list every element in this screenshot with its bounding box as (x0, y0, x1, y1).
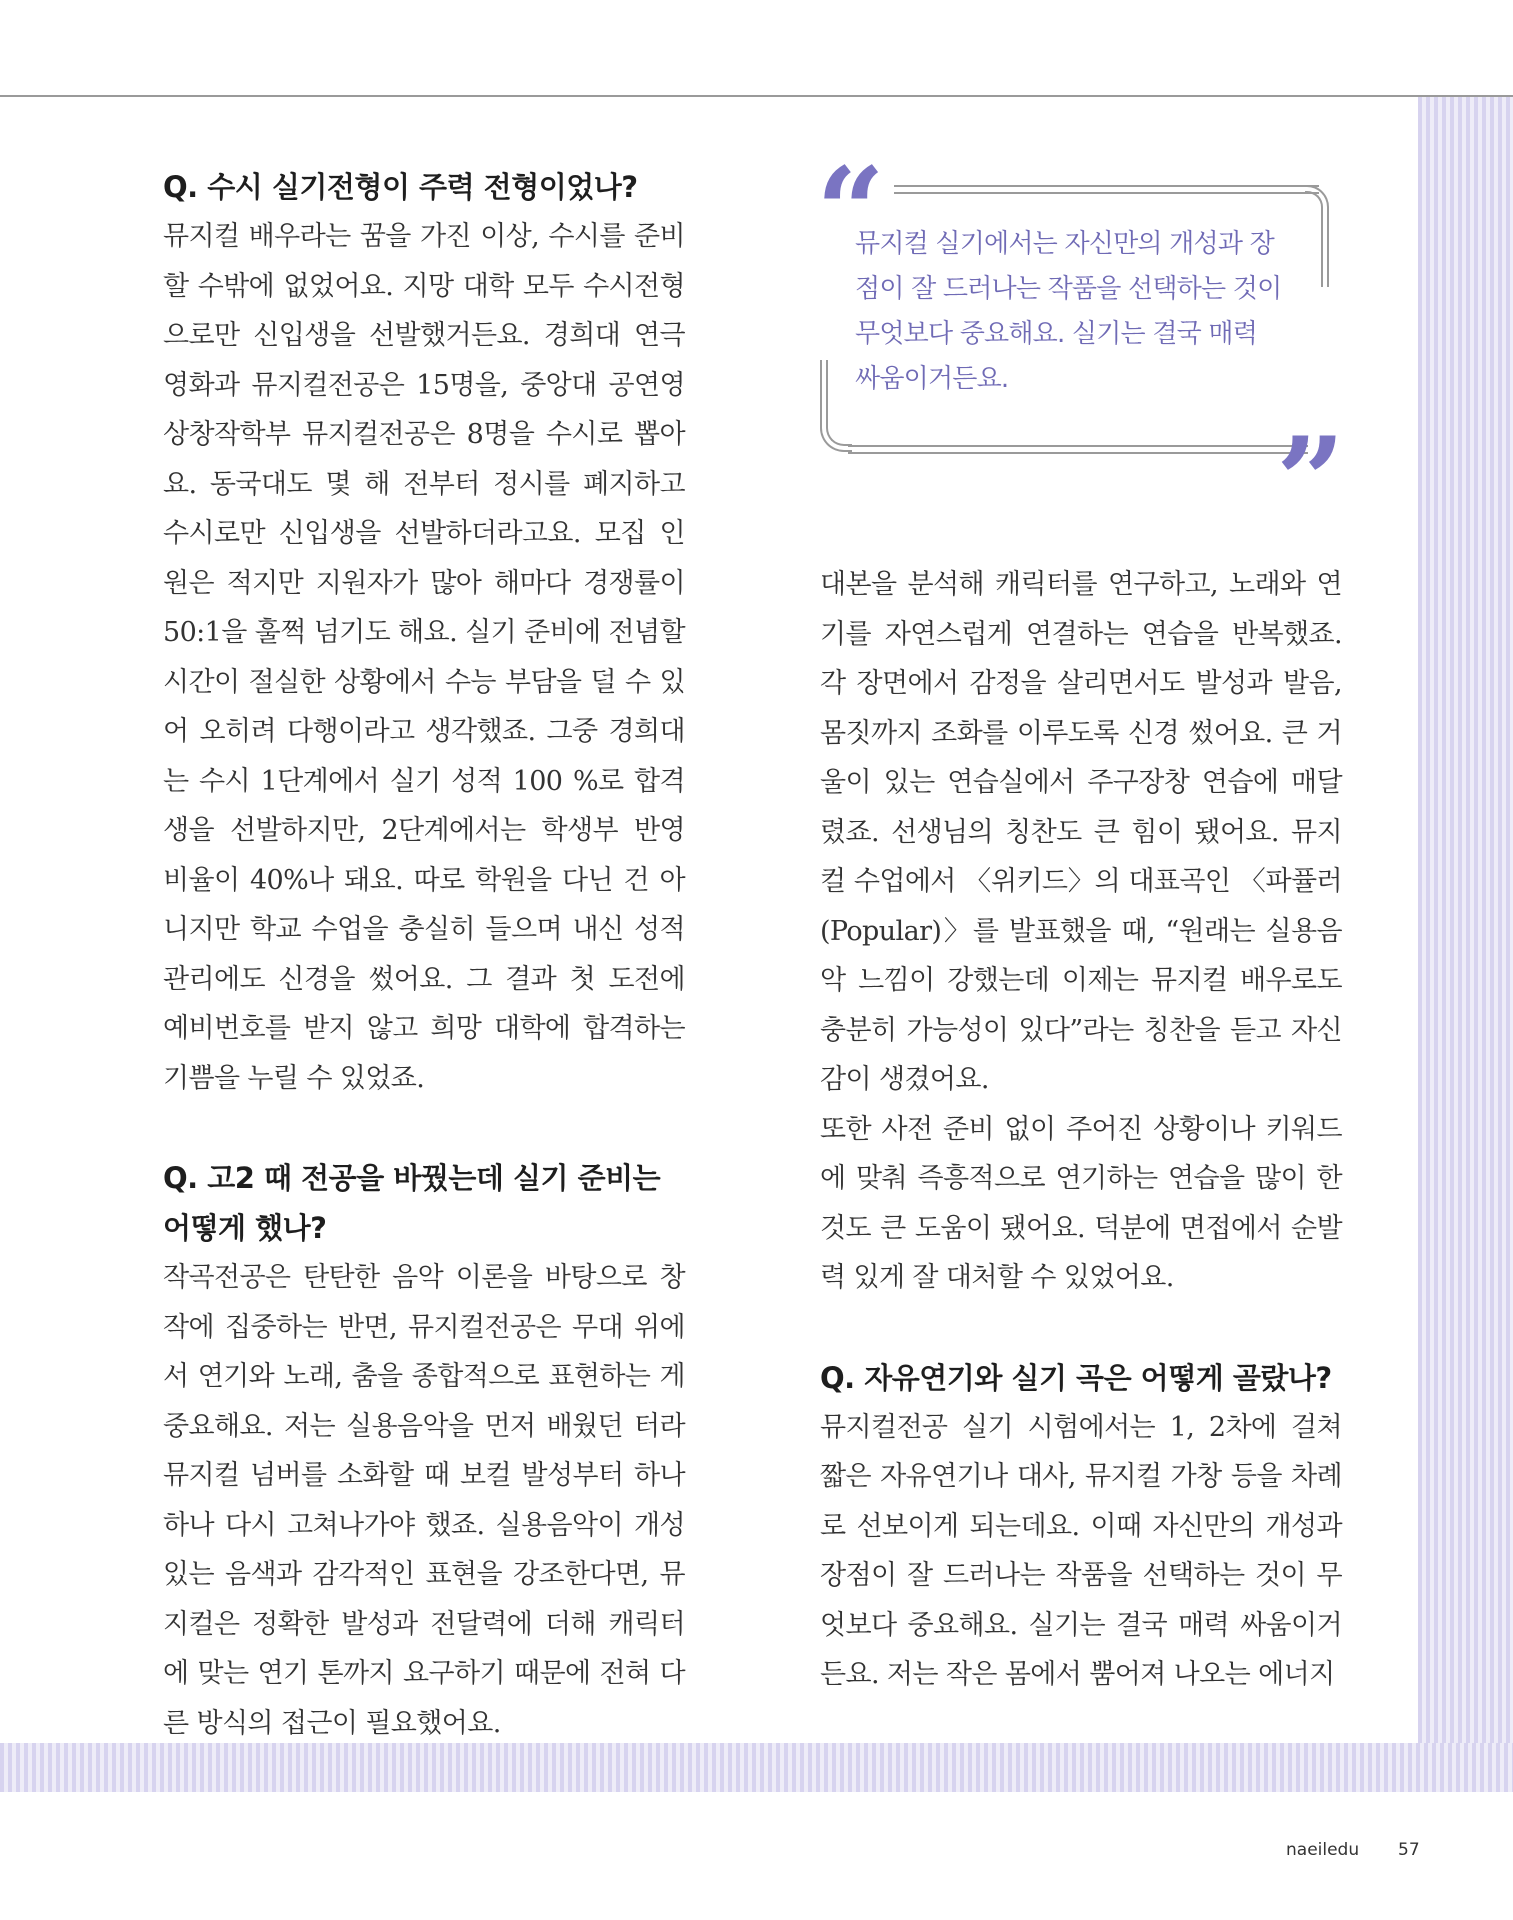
footer-brand: naeiledu (1286, 1840, 1360, 1860)
answer-paragraph: 뮤지컬전공 실기 시험에서는 1, 2차에 걸쳐 짧은 자유연기나 대사, 뮤지컬 가창 등을 차례로 선보이게 되는데요. 이때 자신만의 개성과 장점이 잘 드러나는 작품을 선택하는 것이 무엇보다 중요해요. 실기는 결국 매력 싸움이거든요. 저는 작은 몸에서 뿜어져 나오는 에너지 (820, 1411, 1342, 1690)
pull-quote-text: 뮤지컬 실기에서는 자신만의 개성과 장점이 잘 드러나는 작품을 선택하는 것이 무엇보다 중요해요. 실기는 결국 매력 싸움이거든요. (855, 229, 1282, 394)
quote-frame-top (894, 185, 1319, 194)
question-heading: Q. 자유연기와 실기 곡은 어떻게 골랐나? (820, 1360, 1332, 1395)
page-number: 57 (1398, 1840, 1420, 1860)
quote-frame-corner (826, 360, 852, 446)
pull-quote (816, 141, 1345, 552)
answer-paragraph: 또한 사전 준비 없이 주어진 상황이나 키워드에 맞춰 즉흥적으로 연기하는 연습을 많이 한 것도 큰 도움이 됐어요. 덕분에 면접에서 순발력 있게 잘 대처할 수 있었어요. (820, 1113, 1342, 1293)
answer-paragraph: 뮤지컬 배우라는 꿈을 가진 이상, 수시를 준비할 수밖에 없었어요. 지망 대학 모두 수시전형으로만 신입생을 선발했거든요. 경희대 연극영화과 뮤지컬전공은 15명을, 중앙대 공연영상창작학부 뮤지컬전공은 8명을 수시로 뽑아요. 동국대도 몇 해 전부터 정시를 폐지하고 수시로만 신입생을 선발하더라고요. 모집 인원은 적지만 지원자가 많아 해마다 경쟁률이 50:1을 훌쩍 넘기도 해요. 실기 준비에 전념할 시간이 절실한 상황에서 수능 부담을 덜 수 있어 오히려 다행이라고 생각했죠. 그중 경희대는 수시 1단계에서 실기 성적 100 %로 합격생을 선발하지만, 2단계에서는 학생부 반영 비율이 40%나 돼요. 따로 학원을 다닌 건 아니지만 학교 수업을 충실히 들으며 내신 성적 관리에도 신경을 썼어요. 그 결과 첫 도전에 예비번호를 받지 않고 희망 대학에 합격하는 기쁨을 누릴 수 있었죠. (163, 221, 685, 1094)
right-column (820, 560, 1342, 1700)
section-gap (163, 1103, 685, 1153)
left-column (163, 162, 685, 1748)
section-gap (820, 1303, 1342, 1353)
quote-frame-bottom (848, 445, 1308, 454)
question-heading: Q. 고2 때 전공을 바꿨는데 실기 준비는 어떻게 했나? (163, 1161, 661, 1245)
decorative-stripe-right (1418, 97, 1513, 1792)
open-quote-icon: “ (816, 141, 886, 282)
decorative-stripe-bottom (0, 1743, 1513, 1792)
quote-frame-corner (1305, 191, 1323, 287)
question-heading: Q. 수시 실기전형이 주력 전형이었나? (163, 170, 638, 204)
answer-paragraph: 대본을 분석해 캐릭터를 연구하고, 노래와 연기를 자연스럽게 연결하는 연습을 반복했죠. 각 장면에서 감정을 살리면서도 발성과 발음, 몸짓까지 조화를 이루도록 신경 썼어요. 큰 거울이 있는 연습실에서 주구장창 연습에 매달렸죠. 선생님의 칭찬도 큰 힘이 됐어요. 뮤지컬 수업에서 〈위키드〉의 대표곡인 〈파퓰러(Popular)〉를 발표했을 때, “원래는 실용음악 느낌이 강했는데 이제는 뮤지컬 배우로도 충분히 가능성이 있다”라는 칭찬을 듣고 자신감이 생겼어요. (820, 569, 1342, 1095)
answer-paragraph: 작곡전공은 탄탄한 음악 이론을 바탕으로 창작에 집중하는 반면, 뮤지컬전공은 무대 위에서 연기와 노래, 춤을 종합적으로 표현하는 게 중요해요. 저는 실용음악을 먼저 배웠던 터라 뮤지컬 넘버를 소화할 때 보컬 발성부터 하나하나 다시 고쳐나가야 했죠. 실용음악이 개성 있는 음색과 감각적인 표현을 강조한다면, 뮤지컬은 정확한 발성과 전달력에 더해 캐릭터에 맞는 연기 톤까지 요구하기 때문에 전혀 다른 방식의 접근이 필요했어요. (163, 1262, 685, 1739)
close-quote-icon: ” (1275, 411, 1345, 552)
